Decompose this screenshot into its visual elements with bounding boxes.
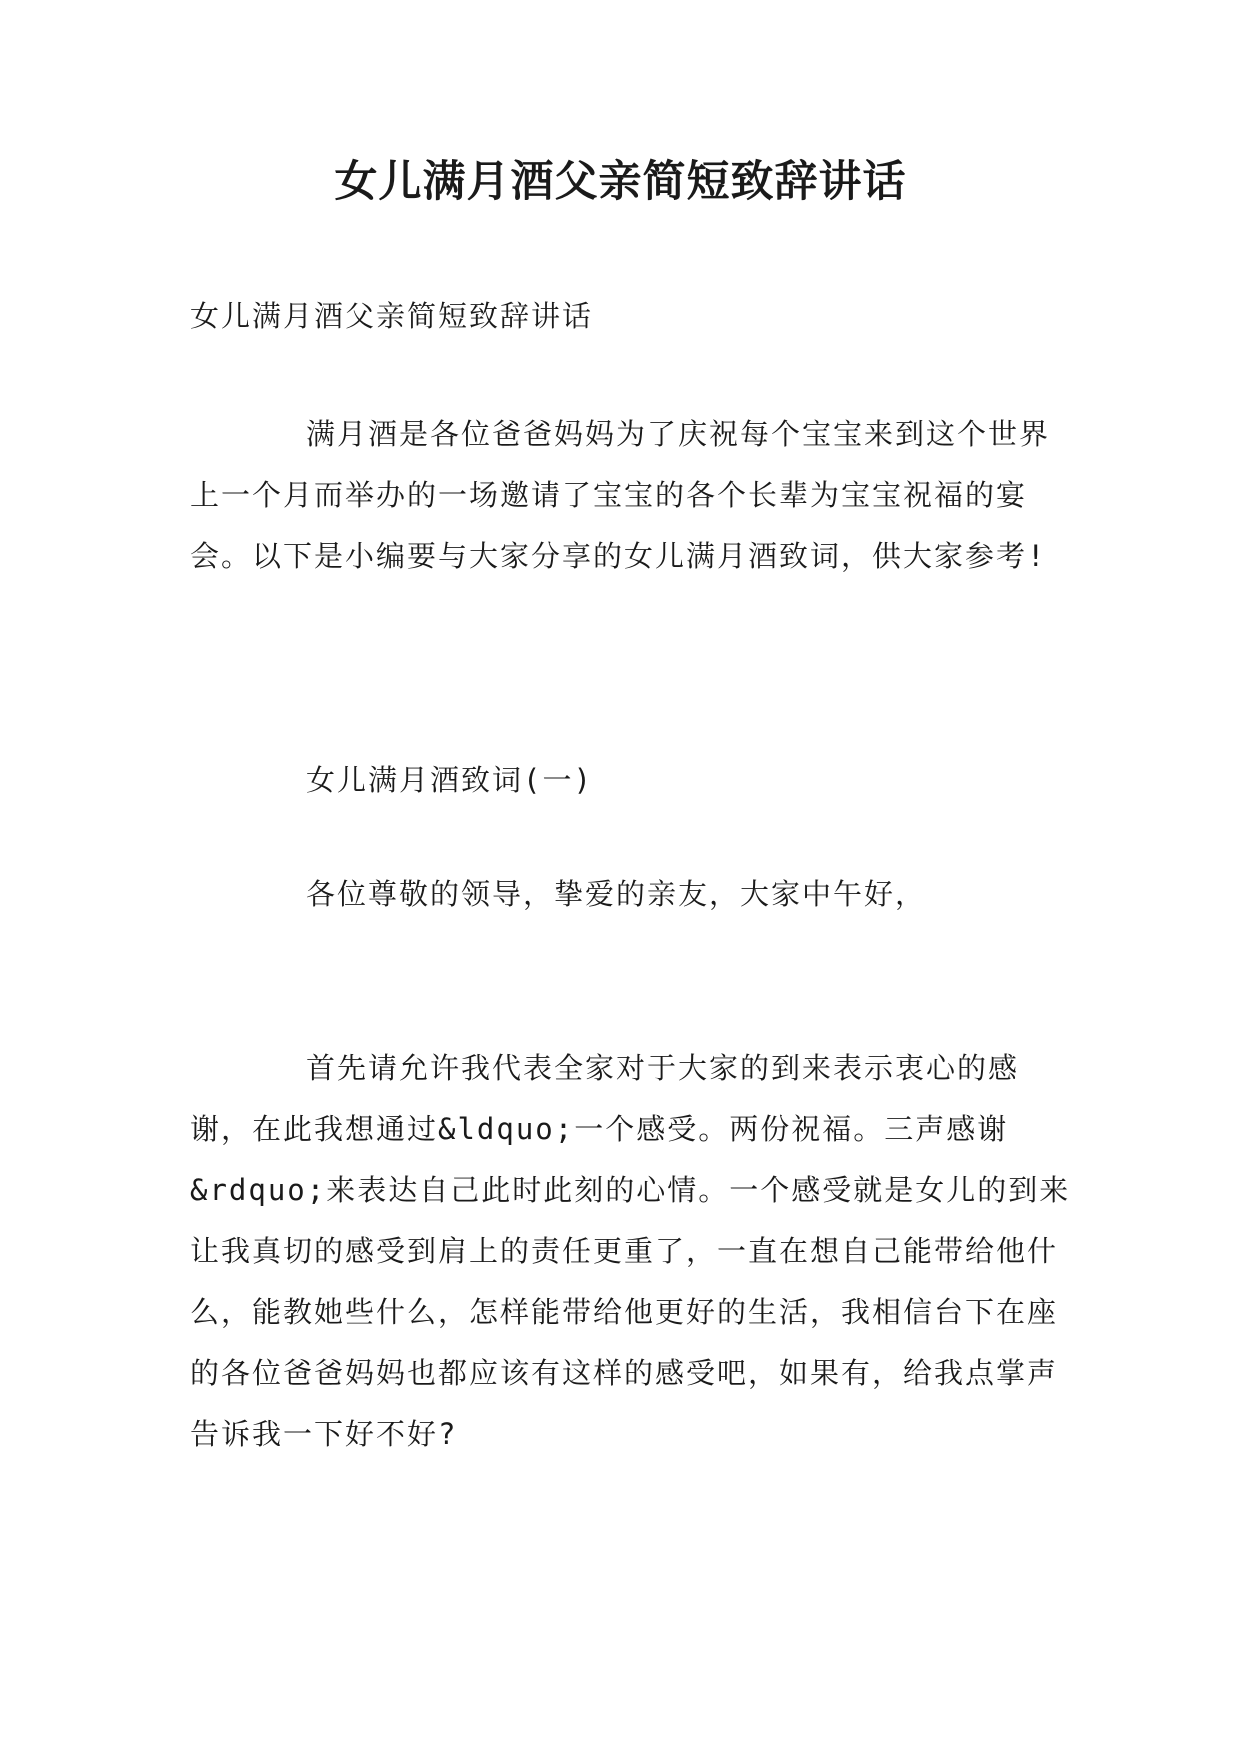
document-title: 女儿满月酒父亲简短致辞讲话 (334, 157, 907, 207)
body-paragraph: 首先请允许我代表全家对于大家的到来表示衷心的感谢，在此我想通过&ldquo;一个感受。两份祝福。三声感谢&rdquo;来表达自己此时此刻的心情。一个感受就是女儿的到来让我真切的感受到肩上的责任更重了，一直在想自己能带给他什么，能教她些什么，怎样能带给他更好的生活，我相信台下在座的各位爸爸妈妈也都应该有这样的感受吧，如果有，给我点掌声告诉我一下好不好? (190, 1051, 1071, 1451)
intro-paragraph: 满月酒是各位爸爸妈妈为了庆祝每个宝宝来到这个世界上一个月而举办的一场邀请了宝宝的各个长辈为宝宝祝福的宴会。以下是小编要与大家分享的女儿满月酒致词，供大家参考! (190, 417, 1051, 573)
greeting-paragraph: 各位尊敬的领导，挚爱的亲友，大家中午好， (306, 877, 927, 911)
section-heading: 女儿满月酒致词(一) (306, 763, 593, 797)
document-subtitle: 女儿满月酒父亲简短致辞讲话 (190, 299, 594, 333)
